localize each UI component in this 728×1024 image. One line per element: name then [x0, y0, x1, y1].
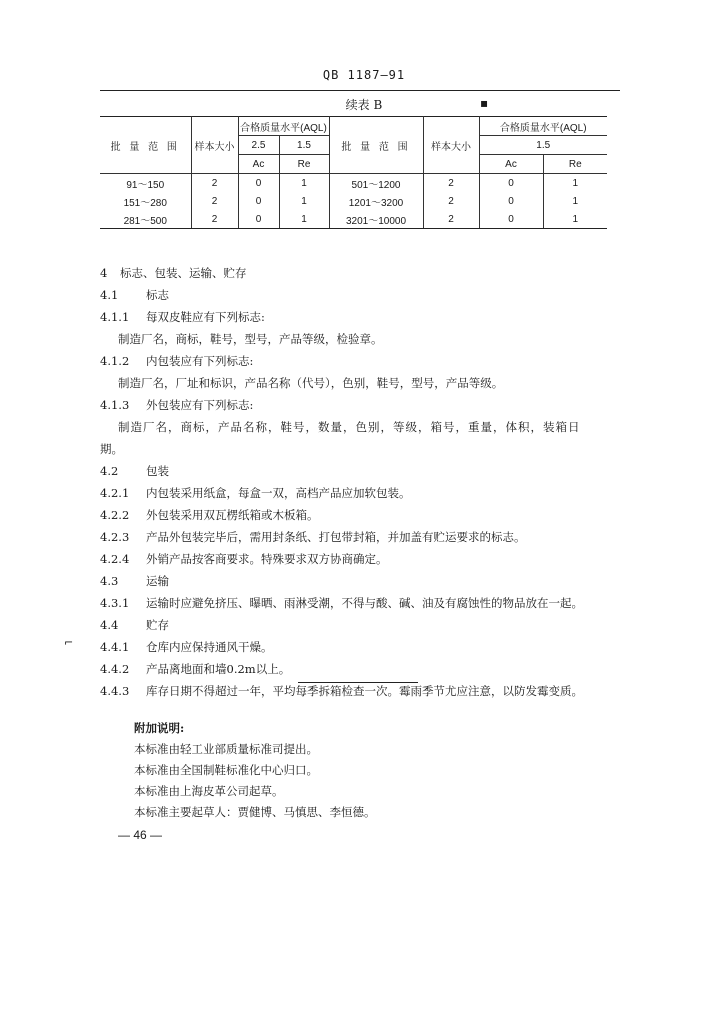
clause-4-2 — [100, 460, 620, 482]
cell-lot-right: 3201～10000 — [329, 210, 423, 229]
clause-4-4-1 — [100, 636, 620, 658]
standard-code: QB 1187—91 — [322, 68, 406, 82]
clause-text: 运输时应避免挤压、曝晒、雨淋受潮，不得与酸、碱、油及有腐蚀性的物品放在一起。 — [146, 596, 583, 610]
clause-number: 4.1.3 — [100, 398, 130, 412]
clause-text: 库存日期不得超过一年，平均每季拆箱检查一次。霉雨季节尤应注意，以防发霉变质。 — [146, 684, 583, 698]
cell-lot-right: 1201～3200 — [329, 192, 423, 210]
clause-text: 包装 — [146, 464, 169, 478]
clause-4-1-2-body: 制造厂名，厂址和标识，产品名称（代号），色别，鞋号，型号，产品等级。 — [118, 376, 504, 390]
cell-n-right: 2 — [423, 192, 479, 210]
notes-line: 本标准主要起草人：贾健博、马慎思、李恒德。 — [134, 805, 376, 819]
cell-lot-right: 501～1200 — [329, 174, 423, 193]
header-lot-range-left: 批 量 范 围 — [100, 117, 191, 174]
header-re-right: Re — [543, 155, 607, 174]
clause-number: 4.2.1 — [100, 486, 130, 500]
clause-4-1-3-body: 制造厂名，商标，产品名称，鞋号，数量，色别，等级，箱号，重量，体积，装箱日 — [118, 420, 581, 434]
table-row — [100, 210, 607, 229]
clause-text: 外包装采用双瓦楞纸箱或木板箱。 — [146, 508, 319, 522]
aql-value-left-1: 2.5 — [238, 136, 279, 155]
cell-n-right: 2 — [423, 174, 479, 193]
cell-ac-left: 0 — [238, 174, 279, 193]
cell-n-left: 2 — [191, 174, 238, 193]
cell-n-left: 2 — [191, 192, 238, 210]
clause-4-2-3 — [100, 526, 620, 548]
aql-table — [100, 116, 607, 229]
clause-4-1-3-body-cont: 期。 — [100, 442, 123, 456]
cell-re-left: 1 — [279, 174, 329, 193]
table-row — [100, 174, 607, 193]
heading-number: 4 — [100, 266, 108, 280]
clause-text: 内包装应有下列标志: — [146, 354, 254, 368]
clause-4-1-1 — [100, 306, 620, 328]
margin-mark: ⌐ — [64, 636, 74, 649]
cell-lot-left: 151～280 — [100, 192, 191, 210]
clause-number: 4.3.1 — [100, 596, 130, 610]
section-4-body — [100, 262, 620, 702]
notes-line: 本标准由全国制鞋标准化中心归口。 — [134, 763, 318, 777]
header-ac-right: Ac — [479, 155, 543, 174]
cell-re-right: 1 — [543, 192, 607, 210]
notes-line: 本标准由上海皮革公司起草。 — [134, 784, 284, 798]
header-lot-range-right: 批 量 范 围 — [329, 117, 423, 174]
clause-number: 4.4.3 — [100, 684, 130, 698]
header-re-left: Re — [279, 155, 329, 174]
clause-4-1-2 — [100, 350, 620, 372]
cell-re-right: 1 — [543, 174, 607, 193]
cell-re-right: 1 — [543, 210, 607, 229]
clause-text: 产品离地面和墙0.2m以上。 — [146, 662, 291, 676]
aql-value-right: 1.5 — [479, 136, 607, 155]
clause-text: 标志 — [146, 288, 169, 302]
cell-ac-right: 0 — [479, 174, 543, 193]
additional-notes — [134, 718, 376, 823]
cell-n-left: 2 — [191, 210, 238, 229]
clause-text: 运输 — [146, 574, 169, 588]
header-sample-size-left: 样本大小 — [191, 117, 238, 174]
clause-4-2-2 — [100, 504, 620, 526]
clause-text: 外销产品按客商要求。特殊要求双方协商确定。 — [146, 552, 388, 566]
cell-ac-left: 0 — [238, 192, 279, 210]
cell-lot-left: 91～150 — [100, 174, 191, 193]
clause-number: 4.4.1 — [100, 640, 130, 654]
clause-text: 贮存 — [146, 618, 169, 632]
cell-ac-right: 0 — [479, 192, 543, 210]
notes-line: 本标准由轻工业部质量标准司提出。 — [134, 742, 318, 756]
page-number: — 46 — — [118, 828, 163, 842]
scan-mark: ▪ — [480, 96, 489, 110]
clause-number: 4.2.3 — [100, 530, 130, 544]
clause-text: 仓库内应保持通风干燥。 — [146, 640, 273, 654]
heading-text: 标志、包装、运输、贮存 — [120, 266, 247, 280]
clause-4-2-4 — [100, 548, 620, 570]
clause-4-4-3 — [100, 680, 620, 702]
clause-number: 4.1.1 — [100, 310, 130, 324]
header-aql-right: 合格质量水平(AQL) — [479, 117, 607, 136]
clause-4-3 — [100, 570, 620, 592]
cell-ac-left: 0 — [238, 210, 279, 229]
clause-4-1-1-body: 制造厂名，商标，鞋号，型号，产品等级，检验章。 — [118, 332, 383, 346]
clause-number: 4.4 — [100, 618, 119, 632]
clause-number: 4.1.2 — [100, 354, 130, 368]
clause-text: 外包装应有下列标志: — [146, 398, 254, 412]
cell-re-left: 1 — [279, 192, 329, 210]
clause-text: 产品外包装完毕后，需用封条纸、打包带封箱，并加盖有贮运要求的标志。 — [146, 530, 526, 544]
aql-value-left-2: 1.5 — [279, 136, 329, 155]
clause-4-1-3 — [100, 394, 620, 416]
cell-n-right: 2 — [423, 210, 479, 229]
header-ac-left: Ac — [238, 155, 279, 174]
end-rule — [298, 682, 418, 683]
clause-number: 4.4.2 — [100, 662, 130, 676]
clause-4-4 — [100, 614, 620, 636]
section-heading — [100, 262, 620, 284]
header-aql-left: 合格质量水平(AQL) — [238, 117, 329, 136]
clause-text: 内包装采用纸盒，每盒一双，高档产品应加软包装。 — [146, 486, 411, 500]
clause-number: 4.3 — [100, 574, 119, 588]
cell-re-left: 1 — [279, 210, 329, 229]
clause-4-2-1 — [100, 482, 620, 504]
clause-number: 4.2.4 — [100, 552, 130, 566]
clause-4-1 — [100, 284, 620, 306]
clause-number: 4.2.2 — [100, 508, 130, 522]
notes-title: 附加说明: — [134, 721, 185, 735]
clause-number: 4.1 — [100, 288, 119, 302]
clause-4-4-2 — [100, 658, 620, 680]
clause-4-3-1 — [100, 592, 620, 614]
header-sample-size-right: 样本大小 — [423, 117, 479, 174]
cell-lot-left: 281～500 — [100, 210, 191, 229]
header-rule — [100, 90, 620, 91]
table-caption: 续表 B — [345, 98, 383, 112]
table-row — [100, 192, 607, 210]
clause-number: 4.2 — [100, 464, 119, 478]
cell-ac-right: 0 — [479, 210, 543, 229]
clause-text: 每双皮鞋应有下列标志: — [146, 310, 265, 324]
